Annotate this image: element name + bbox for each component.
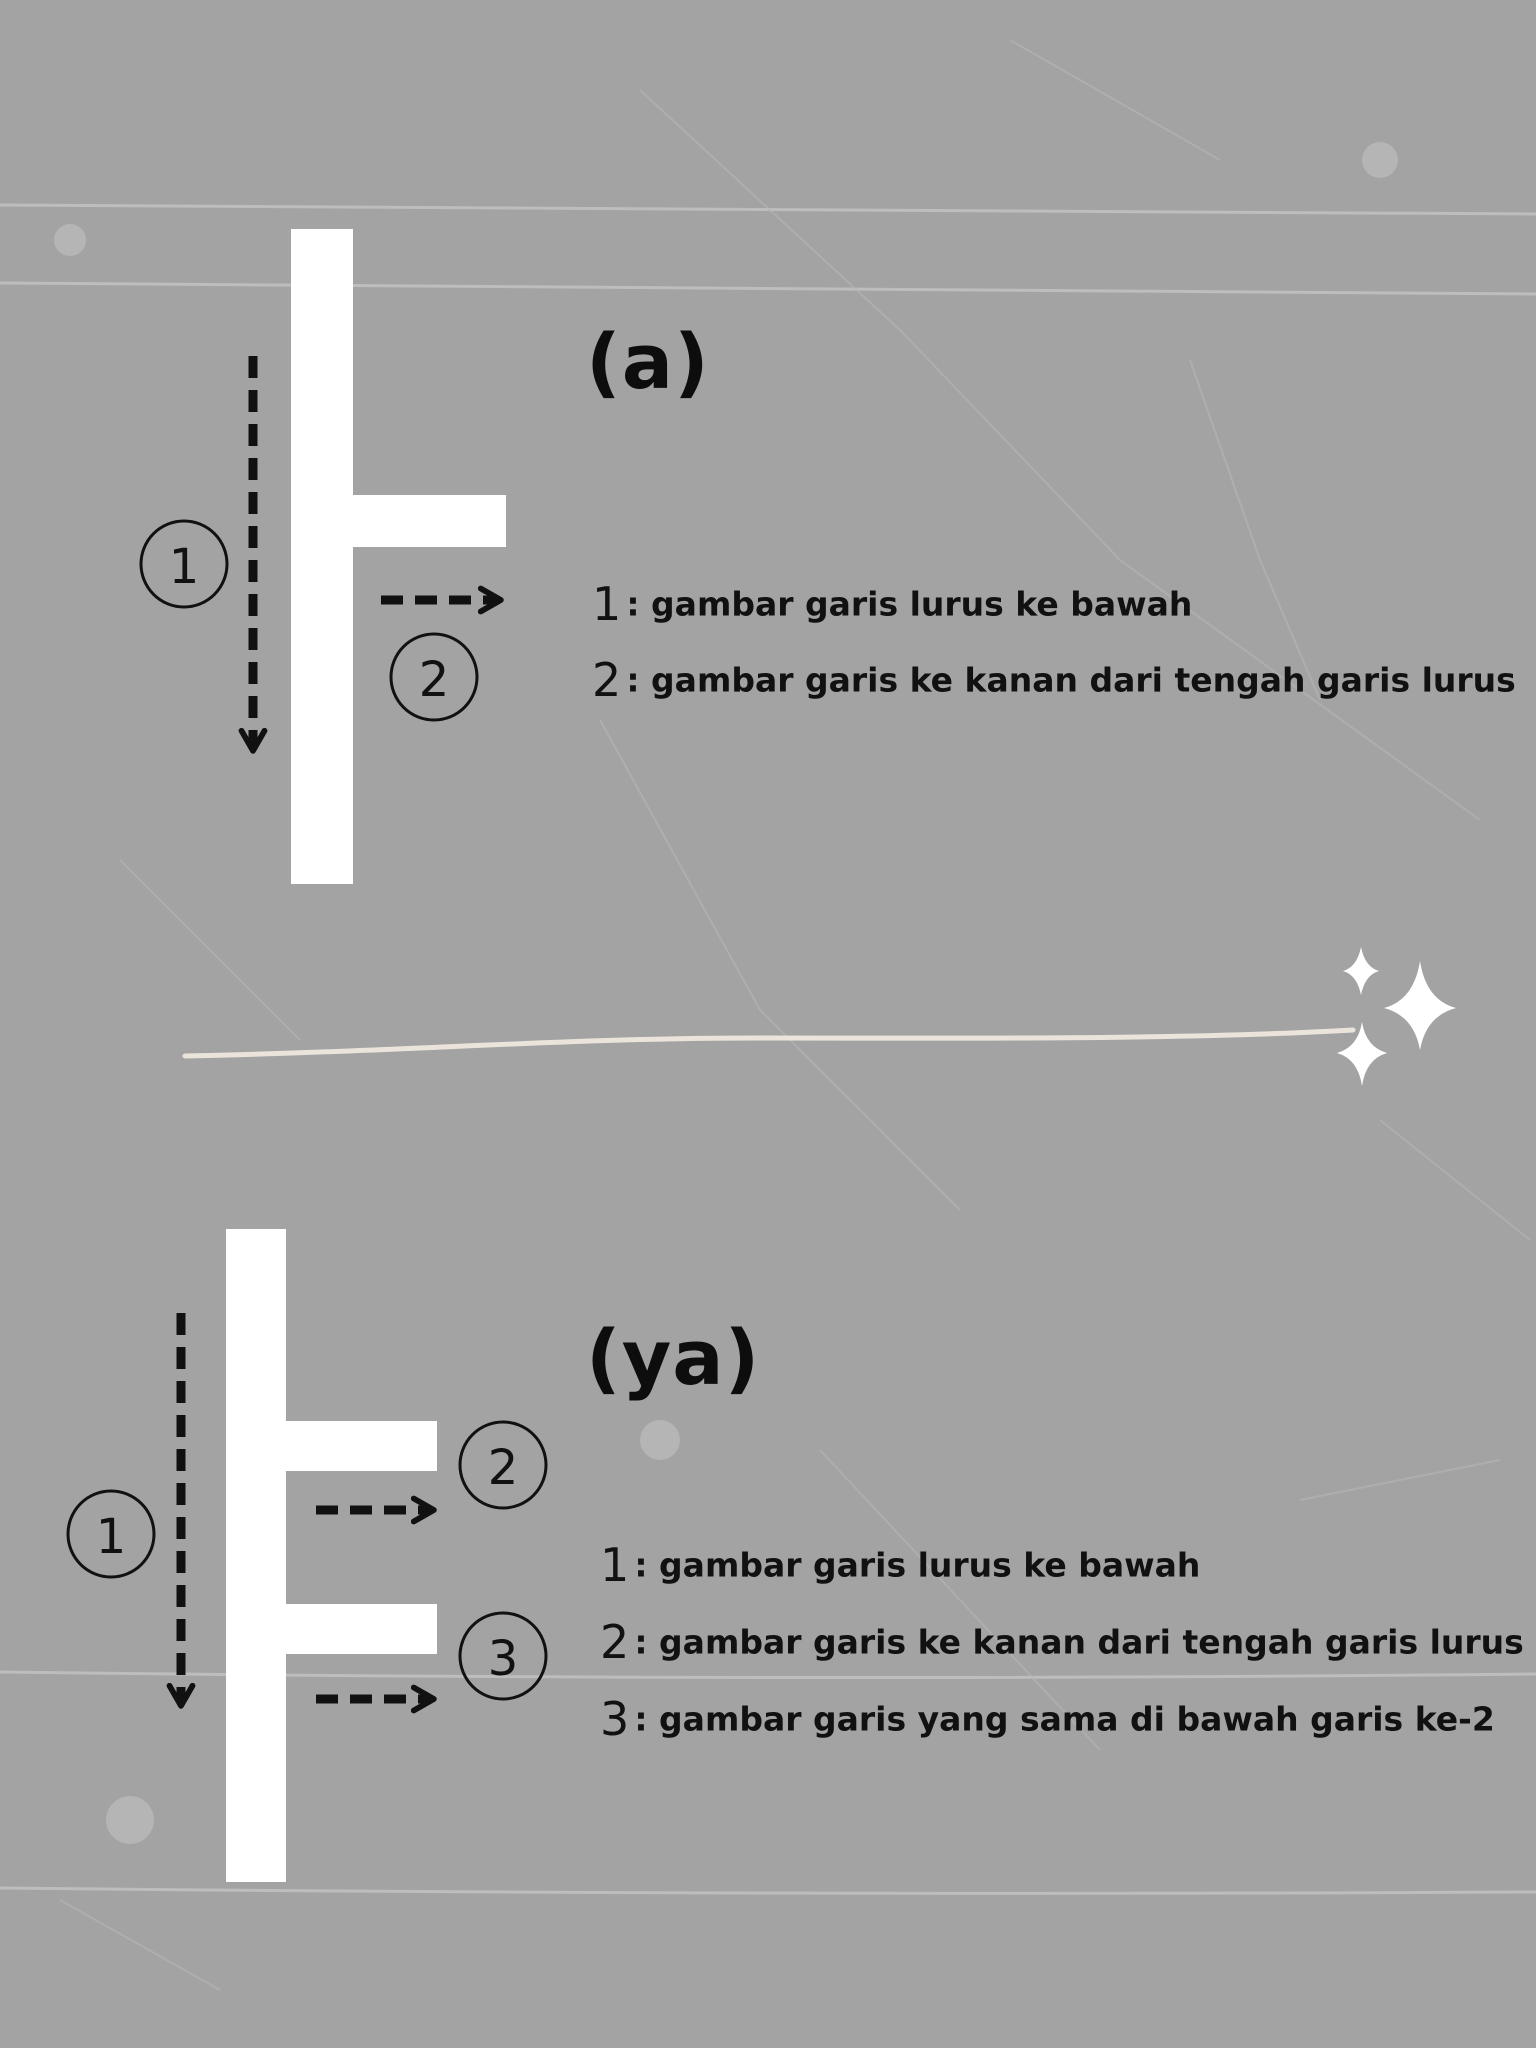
section-ya-step-3 [600,1692,1495,1746]
divider-line [185,1030,1353,1056]
step-text: : gambar garis ke kanan dari tengah garis lurus [634,1622,1524,1662]
section-a-step-badge-2 [391,634,477,720]
section-ya-step-badge-1 [68,1491,154,1577]
section-ya-step-badge-2 [460,1422,546,1508]
step-text: : gambar garis yang sama di bawah garis ke-2 [634,1699,1495,1739]
section-ya-badge-label: 1 [95,1509,127,1565]
section-ya-badge-label: 2 [487,1440,519,1496]
section-a-letter-shape [291,229,506,884]
step-text: : gambar garis lurus ke bawah [626,584,1193,624]
section-a-step-2 [592,653,1516,707]
section-ya-upper-horizontal-stroke [226,1421,437,1471]
step-number: 1 [592,577,622,631]
section-a-horizontal-stroke [291,495,506,547]
section-ya-badge-label: 3 [487,1631,519,1687]
step-number: 3 [600,1692,630,1746]
section-a-badge-label: 1 [168,539,200,595]
section-ya-lower-horizontal-stroke [226,1604,437,1654]
section-a-vertical-stroke [291,229,353,884]
section-ya-vertical-stroke [226,1229,286,1882]
section-a-badge-label: 2 [418,652,450,708]
section-a-step-1 [592,577,1192,631]
step-text: : gambar garis lurus ke bawah [634,1545,1201,1585]
section-a-step-badge-1 [141,521,227,607]
step-text: : gambar garis ke kanan dari tengah garis lurus [626,660,1516,700]
section-ya-step-1 [600,1538,1200,1592]
sparkle-icon [1343,947,1379,995]
section-ya-letter-shape [226,1229,437,1882]
step-number: 2 [600,1615,630,1669]
sparkle-icon [1384,961,1456,1050]
section-ya-step-badge-3 [460,1613,546,1699]
step-number: 2 [592,653,622,707]
section-a-heading: (a) [586,317,710,406]
section-ya-heading: (ya) [586,1313,761,1402]
step-number: 1 [600,1538,630,1592]
section-ya-step-2 [600,1615,1524,1669]
